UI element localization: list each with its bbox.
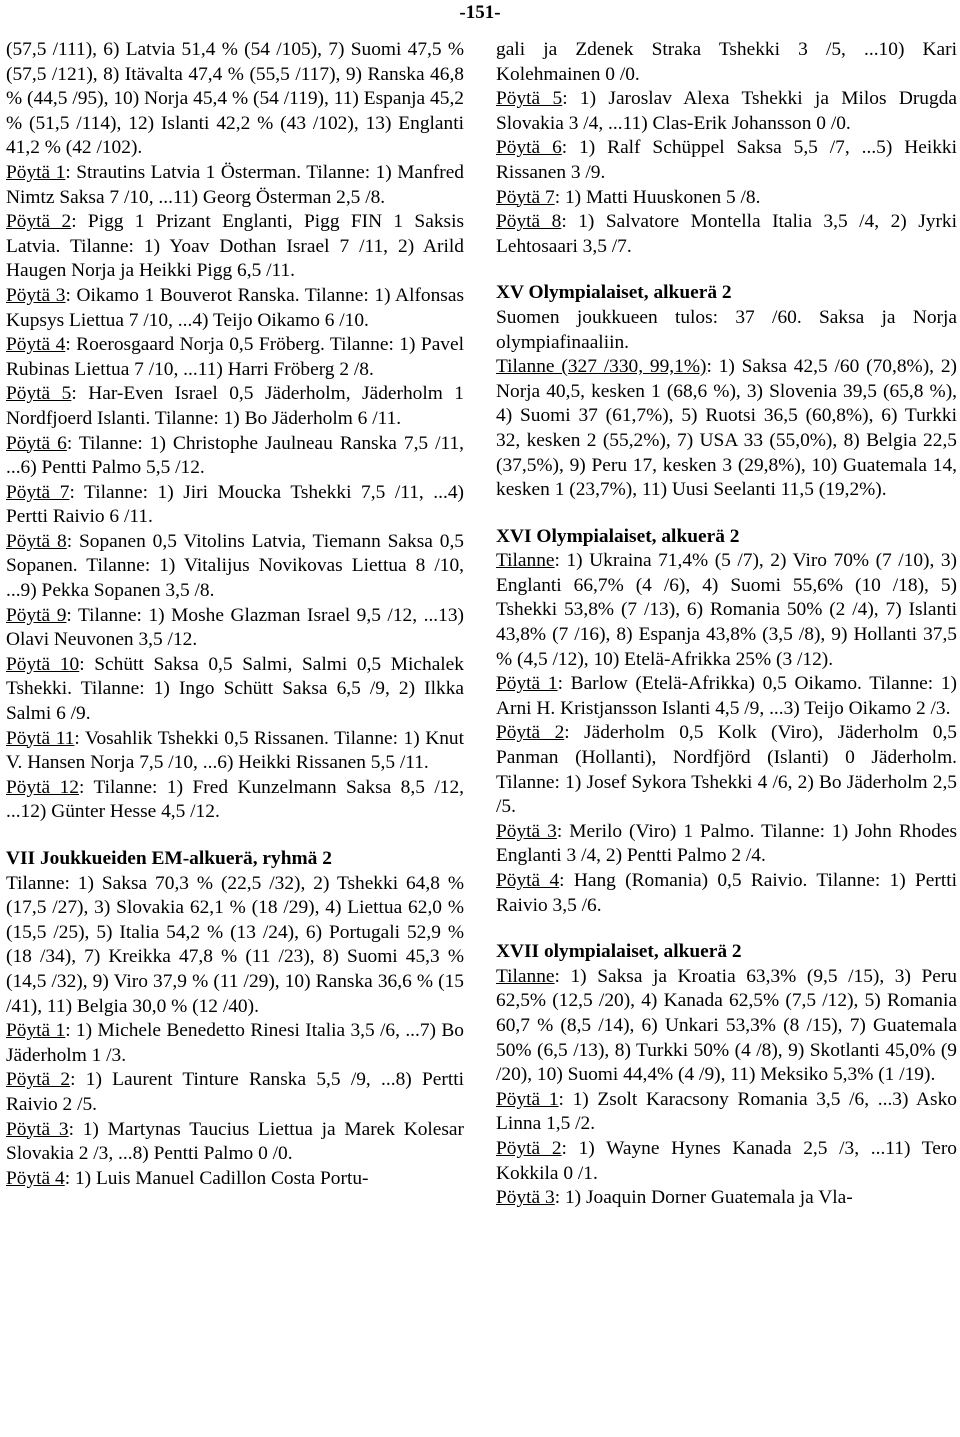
paragraph-text: : Sopanen 0,5 Vitolins Latvia, Tiemann Saksa 0,5 Sopanen. Tilanne: 1) Vitalijus Novikovas Liettua 8 /10, ...9) Pekka Sopanen 3,5 /8. <box>6 530 464 602</box>
paragraph <box>496 820 957 869</box>
section-heading: XV Olympialaiset, alkuerä 2 <box>496 282 732 304</box>
paragraph <box>6 432 464 481</box>
paragraph-text: : 1) Jaroslav Alexa Tshekki ja Milos Drugda Slovakia 3 /4, ...11) Clas-Erik Johansson 0 /0. <box>496 88 957 134</box>
paragraph-text: Suomen joukkueen tulos: 37 /60. Saksa ja Norja olympiafinaaliin. <box>496 306 957 353</box>
paragraph <box>6 653 464 727</box>
table-label: Pöytä 8 <box>496 211 562 233</box>
page-number: -151- <box>459 2 501 23</box>
section-gap <box>6 825 464 847</box>
paragraph <box>496 306 957 355</box>
table-label: Pöytä 3 <box>496 1187 555 1209</box>
table-label: Pöytä 4 <box>496 870 560 891</box>
paragraph-text: : Tilanne: 1) Jiri Moucka Tshekki 7,5 /11, ...4) Pertti Raivio 6 /11. <box>6 481 464 528</box>
paragraph <box>6 1068 464 1117</box>
paragraph-text: : 1) Saksa 42,5 /60 (70,8%), 2) Norja 40,5, kesken 1 (68,6 %), 3) Slovenia 39,5 (65,8 %), 4) Suomi 37 (61,7%), 5) Ruotsi 36,5 (60,8%), 6) Turkki 32, kesken 2 (55,2%), 7) USA 33 (55,0%), 8) Belgia 22,5 (37,5%), 9) Peru 17, kesken 3 (29,8%), 10) Guatemala 14, kesken 1 (23,7%), 11) Uusi Seelanti 11,5 (19,2%). <box>496 356 957 501</box>
paragraph-text: : Tilanne: 1) Fred Kunzelmann Saksa 8,5 /12, ...12) Günter Hesse 4,5 /12. <box>6 776 464 823</box>
paragraph-text: : Oikamo 1 Bouverot Ranska. Tilanne: 1) Alfonsas Kupsys Liettua 7 /10, ...4) Teijo Oikamo 6 /10. <box>6 284 464 331</box>
paragraph <box>6 530 464 604</box>
table-label: Pöytä 2 <box>6 1069 71 1091</box>
table-label: Tilanne (327 /330, 99,1%) <box>496 356 707 378</box>
section-heading: VII Joukkueiden EM-alkuerä, ryhmä 2 <box>6 848 332 869</box>
paragraph <box>6 38 464 161</box>
table-label: Pöytä 6 <box>496 137 562 159</box>
section-heading: XVII olympialaiset, alkuerä 2 <box>496 941 742 963</box>
paragraph-text: : Jäderholm 0,5 Kolk (Viro), Jäderholm 0,5 Panman (Hollanti), Nordfjörd (Islanti) 0 Jäderholm. Tilanne: 1) Josef Sykora Tshekki 4 /6, 2) Bo Jäderholm 2,5 /5. <box>496 722 957 818</box>
paragraph-text: (57,5 /111), 6) Latvia 51,4 % (54 /105), 7) Suomi 47,5 % (57,5 /121), 8) Itävalta 47,4 % (55,5 /117), 9) Ranska 46,8 % (44,5 /95), 10) Norja 45,4 % (54 /119), 11) Espanja 45,2 % (51,5 /114), 12) Islanti 42,2 % (43 /102), 13) Englanti 41,2 % (42 /102). <box>6 39 464 159</box>
paragraph <box>6 382 464 431</box>
table-label: Pöytä 5 <box>6 383 72 405</box>
table-label: Pöytä 4 <box>6 334 66 356</box>
paragraph-text: : 1) Laurent Tinture Ranska 5,5 /9, ...8) Pertti Raivio 2 /5. <box>6 1069 464 1115</box>
section-gap <box>496 918 957 940</box>
table-label: Tilanne <box>496 965 555 987</box>
paragraph-text: : Hang (Romania) 0,5 Raivio. Tilanne: 1) Pertti Raivio 3,5 /6. <box>496 870 957 916</box>
paragraph <box>496 549 957 672</box>
left-column <box>6 38 464 1191</box>
paragraph-text: gali ja Zdenek Straka Tshekki 3 /5, ...10) Kari Kolehmainen 0 /0. <box>496 39 957 85</box>
table-label: Pöytä 5 <box>496 88 563 110</box>
table-label: Pöytä 12 <box>6 776 80 798</box>
paragraph <box>6 1019 464 1068</box>
paragraph-text: : 1) Zsolt Karacsony Romania 3,5 /6, ...3) Asko Linna 1,5 /2. <box>496 1088 957 1135</box>
paragraph <box>6 604 464 653</box>
table-label: Pöytä 2 <box>6 211 72 233</box>
paragraph <box>6 776 464 825</box>
table-label: Pöytä 2 <box>496 722 565 744</box>
table-label: Pöytä 1 <box>6 161 66 183</box>
paragraph <box>496 1186 957 1211</box>
paragraph <box>6 210 464 284</box>
table-label: Pöytä 6 <box>6 432 67 454</box>
paragraph <box>6 1167 464 1192</box>
section-gap <box>496 503 957 525</box>
paragraph <box>6 481 464 530</box>
paragraph-text: : 1) Joaquin Dorner Guatemala ja Vla- <box>554 1187 853 1209</box>
table-label: Pöytä 4 <box>6 1167 65 1189</box>
paragraph <box>6 284 464 333</box>
paragraph <box>496 355 957 503</box>
paragraph <box>496 672 957 721</box>
table-label: Pöytä 3 <box>496 820 557 842</box>
table-label: Pöytä 3 <box>6 284 66 306</box>
table-label: Pöytä 7 <box>496 186 555 208</box>
paragraph-text: : 1) Michele Benedetto Rinesi Italia 3,5 /6, ...7) Bo Jäderholm 1 /3. <box>6 1020 464 1066</box>
paragraph-text: : Vosahlik Tshekki 0,5 Rissanen. Tilanne: 1) Knut V. Hansen Norja 7,5 /10, ...6) Heikki Rissanen 5,5 /11. <box>6 727 464 774</box>
paragraph <box>496 1137 957 1186</box>
paragraph <box>496 965 957 1088</box>
table-label: Pöytä 1 <box>6 1020 66 1042</box>
paragraph-text: : 1) Wayne Hynes Kanada 2,5 /3, ...11) Tero Kokkila 0 /1. <box>496 1137 957 1184</box>
paragraph-text: : 1) Martynas Taucius Liettua ja Marek Kolesar Slovakia 2 /3, ...8) Pentti Palmo 0 /0. <box>6 1118 464 1165</box>
paragraph <box>496 186 957 211</box>
table-label: Pöytä 10 <box>6 653 80 675</box>
paragraph <box>6 161 464 210</box>
section-heading: XVI Olympialaiset, alkuerä 2 <box>496 525 740 547</box>
paragraph-text: : 1) Matti Huuskonen 5 /8. <box>554 186 761 208</box>
paragraph <box>496 869 957 918</box>
paragraph-text: : Har-Even Israel 0,5 Jäderholm, Jäderholm 1 Nordfjoerd Islanti. Tilanne: 1) Bo Jäderholm 6 /11. <box>6 383 465 429</box>
table-label: Pöytä 8 <box>6 530 67 552</box>
paragraph-text: : Barlow (Etelä-Afrikka) 0,5 Oikamo. Tilanne: 1) Arni H. Kristjansson Islanti 4,5 /9, ...3) Teijo Oikamo 2 /3. <box>496 673 957 719</box>
table-label: Tilanne <box>496 550 555 572</box>
paragraph <box>496 136 957 185</box>
paragraph-text: : 1) Luis Manuel Cadillon Costa Portu- <box>64 1167 369 1189</box>
table-label: Pöytä 1 <box>496 673 558 695</box>
right-column <box>496 38 957 1211</box>
paragraph-text: Tilanne: 1) Saksa 70,3 % (22,5 /32), 2) Tshekki 64,8 % (17,5 /27), 3) Slovakia 62,1 % (18 /29), 4) Liettua 62,0 % (15,5 /25), 5) Italia 54,2 % (13 /24), 6) Portugali 52,9 % (18 /34), 7) Kreikka 47,8 % (11 /23), 8) Suomi 45,3 % (14,5 /32), 9) Viro 37,9 % (11 /29), 10) Ranska 36,6 % (15 /41), 11) Belgia 30,0 % (12 /40). <box>6 872 464 1017</box>
paragraph <box>6 727 464 776</box>
table-label: Pöytä 11 <box>6 727 75 749</box>
paragraph <box>496 38 957 87</box>
paragraph <box>496 721 957 819</box>
paragraph-text: : Tilanne: 1) Moshe Glazman Israel 9,5 /12, ...13) Olavi Neuvonen 3,5 /12. <box>6 604 464 651</box>
paragraph <box>6 333 464 382</box>
table-label: Pöytä 9 <box>6 604 67 626</box>
paragraph <box>496 87 957 136</box>
table-label: Pöytä 2 <box>496 1137 562 1159</box>
table-label: Pöytä 1 <box>496 1088 559 1110</box>
paragraph <box>496 210 957 259</box>
paragraph-text: : 1) Ralf Schüppel Saksa 5,5 /7, ...5) Heikki Rissanen 3 /9. <box>496 137 958 183</box>
paragraph <box>496 1088 957 1137</box>
paragraph-text: : Pigg 1 Prizant Englanti, Pigg FIN 1 Saksis Latvia. Tilanne: 1) Yoav Dothan Israel 7 /11, 2) Arild Haugen Norja ja Heikki Pigg 6,5 /11. <box>6 211 465 282</box>
paragraph-text: : Roerosgaard Norja 0,5 Fröberg. Tilanne: 1) Pavel Rubinas Liettua 7 /10, ...11) Harri Fröberg 2 /8. <box>6 334 464 380</box>
table-label: Pöytä 7 <box>6 481 70 503</box>
paragraph-text: : 1) Saksa ja Kroatia 63,3% (9,5 /15), 3) Peru 62,5% (12,5 /20), 4) Kanada 62,5% (7,5 /12), 5) Romania 60,7 % (8,5 /14), 6) Unkari 53,3% (8 /15), 7) Guatemala 50% (6,5 /13), 8) Turkki 50% (4 /8), 9) Skotlanti 45,0% (9 /20), 10) Suomi 44,4% (4 /9), 11) Meksiko 5,3% (1 /19). <box>496 965 957 1086</box>
paragraph <box>6 1118 464 1167</box>
section-gap <box>496 259 957 281</box>
paragraph-text: : Merilo (Viro) 1 Palmo. Tilanne: 1) John Rhodes Englanti 3 /4, 2) Pentti Palmo 2 /4. <box>496 820 957 867</box>
paragraph <box>6 872 464 1020</box>
paragraph-text: : 1) Ukraina 71,4% (5 /7), 2) Viro 70% (7 /10), 3) Englanti 66,7% (4 /6), 4) Suomi 55,6% (10 /18), 5) Tshekki 53,8% (7 /13), 6) Romania 50% (2 /4), 7) Islanti 43,8% (7 /16), 8) Espanja 43,8% (3,5 /8), 9) Hollanti 37,5 % (4,5 /12), 10) Etelä-Afrikka 25% (3 /12). <box>496 550 957 670</box>
paragraph-text: : Schütt Saksa 0,5 Salmi, Salmi 0,5 Michalek Tshekki. Tilanne: 1) Ingo Schütt Saksa 6,5 /9, 2) Ilkka Salmi 6 /9. <box>6 653 464 725</box>
table-label: Pöytä 3 <box>6 1118 69 1140</box>
paragraph-text: : Tilanne: 1) Christophe Jaulneau Ranska 7,5 /11, ...6) Pentti Palmo 5,5 /12. <box>6 432 465 479</box>
paragraph-text: : 1) Salvatore Montella Italia 3,5 /4, 2) Jyrki Lehtosaari 3,5 /7. <box>496 211 957 257</box>
paragraph-text: : Strautins Latvia 1 Österman. Tilanne: 1) Manfred Nimtz Saksa 7 /10, ...11) Georg Österman 2,5 /8. <box>6 161 465 208</box>
